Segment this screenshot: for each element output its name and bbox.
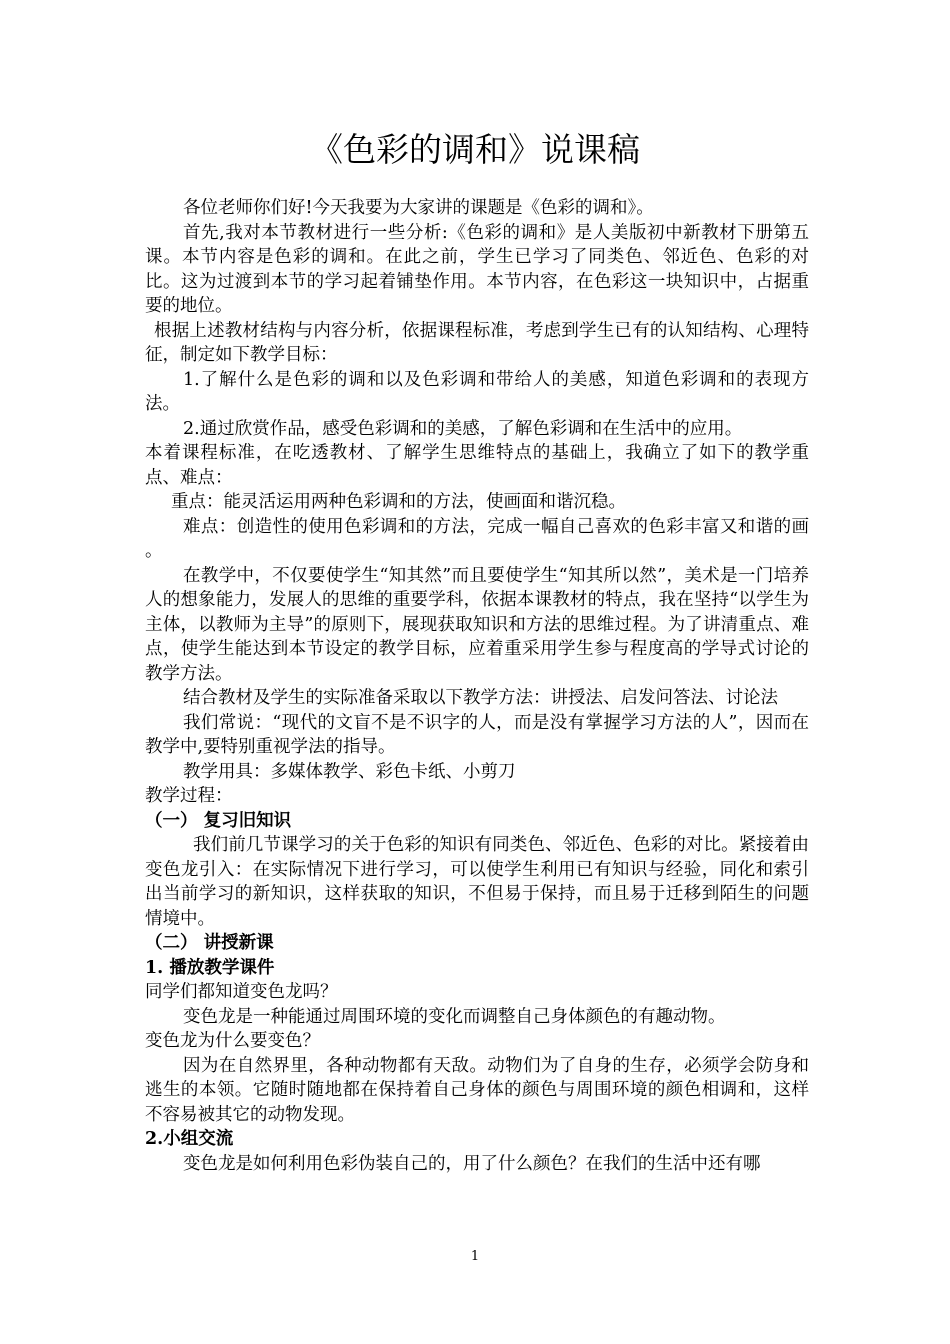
paragraph-group: 变色龙是如何利用色彩伪装自己的，用了什么颜色？在我们的生活中还有哪 bbox=[183, 1153, 761, 1174]
document-body bbox=[145, 196, 809, 1176]
paragraph-quote: 我们常说：“现代的文盲不是不识字的人，而是没有掌握学习方法的人”，因而在教学中,要特别重视学法的指导。 bbox=[145, 712, 809, 757]
subheading-group: 2.小组交流 bbox=[145, 1129, 234, 1149]
paragraph-goal-1: 1.了解什么是色彩的调和以及色彩调和带给人的美感，知道色彩调和的表现方法。 bbox=[145, 369, 809, 414]
paragraph-answer-1: 变色龙是一种能通过周围环境的变化而调整自己身体颜色的有趣动物。 bbox=[183, 1006, 726, 1027]
paragraph-teaching: 在教学中，不仅要使学生“知其然”而且要使学生“知其所以然”，美术是一门培养人的想象能力，发展人的思维的重要学科，依据本课教材的特点，我在坚持“以学生为主体，以教师为主导”的原则下，展现获取知识和方法的思维过程。为了讲清重点、难点，使学生能达到本节设定的教学目标，应着重采用学生参与程度高的学导式讨论的教学方法。 bbox=[145, 565, 809, 684]
paragraph-tools: 教学用具：多媒体教学、彩色卡纸、小剪刀 bbox=[183, 761, 516, 782]
paragraph-key-point: 重点：能灵活运用两种色彩调和的方法，使画面和谐沉稳。 bbox=[171, 492, 626, 512]
paragraph-greeting: 各位老师你们好!今天我要为大家讲的课题是《色彩的调和》。 bbox=[183, 198, 654, 218]
paragraph-goal-2: 2.通过欣赏作品，感受色彩调和的美感，了解色彩调和在生活中的应用。 bbox=[183, 418, 743, 439]
paragraph-question-1: 同学们都知道变色龙吗？ bbox=[145, 982, 338, 1002]
paragraph-difficulty: 难点：创造性的使用色彩调和的方法，完成一幅自己喜欢的色彩丰富又和谐的画 。 bbox=[145, 516, 809, 561]
section-heading-new: （二） 讲授新课 bbox=[145, 933, 274, 953]
page-number: 1 bbox=[470, 1249, 480, 1264]
paragraph-question-2: 变色龙为什么要变色？ bbox=[145, 1031, 320, 1051]
section-heading-review: （一） 复习旧知识 bbox=[145, 810, 292, 831]
paragraph-analysis: 首先,我对本节教材进行一些分析:《色彩的调和》是人美版初中新教材下册第五课。本节内容是色彩的调和。在此之前，学生已学习了同类色、邻近色、色彩的对比。这为过渡到本节的学习起着铺垫作用。本节内容，在色彩这一块知识中，占据重要的地位。 bbox=[145, 222, 809, 316]
paragraph-process-label: 教学过程： bbox=[145, 786, 233, 806]
paragraph-review: 我们前几节课学习的关于色彩的知识有同类色、邻近色、色彩的对比。紧接着由变色龙引入：在实际情况下进行学习，可以使学生利用已有知识与经验，同化和索引出当前学习的新知识，这样获取的知识，不但易于保持，而且易于迁移到陌生的问题情境中。 bbox=[145, 835, 809, 929]
paragraph-methods: 结合教材及学生的实际准备采取以下教学方法：讲授法、启发问答法、讨论法 bbox=[183, 688, 778, 708]
subheading-courseware: 1. 播放教学课件 bbox=[145, 957, 275, 978]
paragraph-goals-intro: 根据上述教材结构与内容分析，依据课程标准，考虑到学生已有的认知结构、心理特征，制定如下教学目标： bbox=[145, 320, 809, 365]
paragraph-key-intro: 本着课程标准，在吃透教材、了解学生思维特点的基础上，我确立了如下的教学重点、难点： bbox=[145, 443, 809, 488]
document-title: 《色彩的调和》说课稿 bbox=[310, 130, 640, 169]
paragraph-answer-2: 因为在自然界里，各种动物都有天敌。动物们为了自身的生存，必须学会防身和逃生的本领。它随时随地都在保持着自己身体的颜色与周围环境的颜色相调和，这样不容易被其它的动物发现。 bbox=[145, 1055, 809, 1125]
